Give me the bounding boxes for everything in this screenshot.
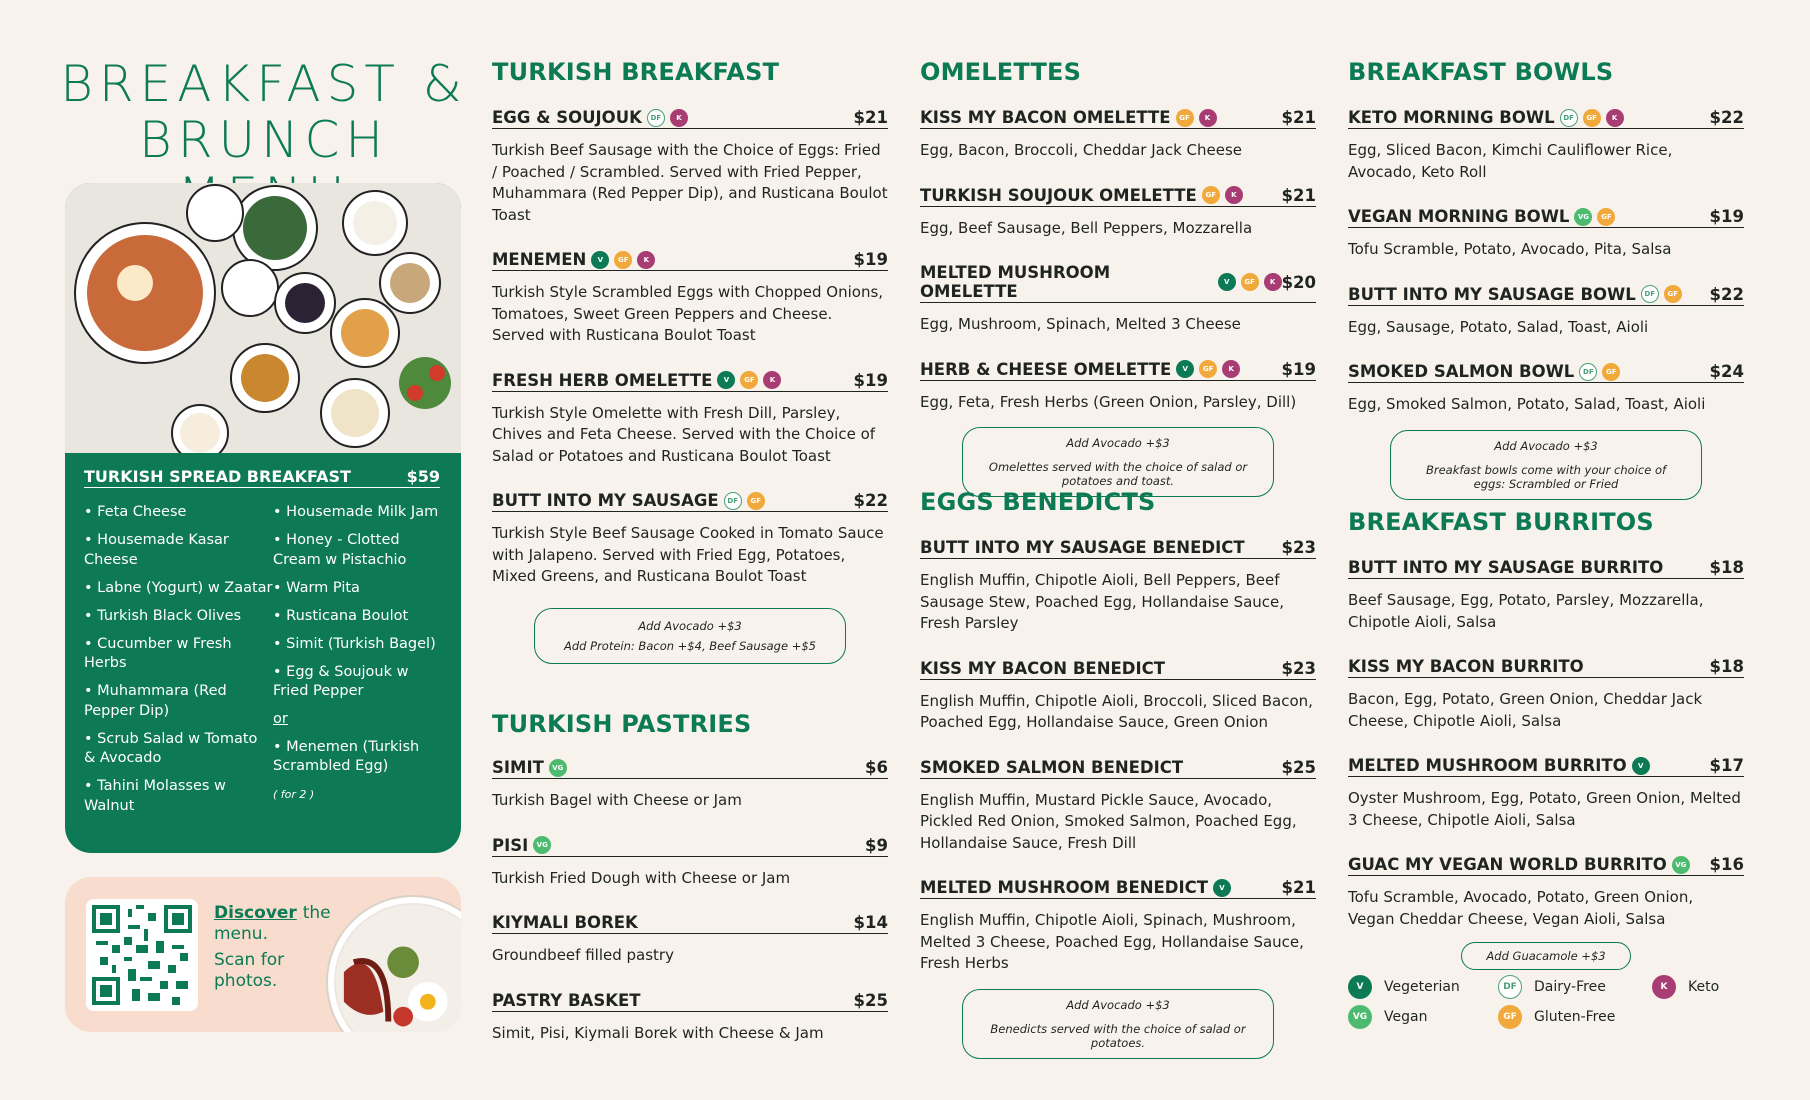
menu-item[interactable] (492, 758, 888, 812)
item-description: English Muffin, Mustard Pickle Sauce, Avocado, Pickled Red Onion, Smoked Salmon, Poached Egg, Hollandaise Sauce, Fresh Dill (920, 790, 1297, 852)
item-price: $21 (1281, 108, 1316, 127)
item-name: BUTT INTO MY SAUSAGE BURRITO (1348, 558, 1664, 577)
menu-item[interactable] (492, 913, 888, 967)
item-price: $22 (853, 491, 888, 510)
turkish-breakfast-section (492, 58, 888, 664)
item-description: Turkish Bagel with Cheese or Jam (492, 791, 742, 809)
spread-price: $59 (406, 467, 440, 486)
item-description: Tofu Scramble, Potato, Avocado, Pita, Salsa (1348, 240, 1672, 258)
qr-discover-link[interactable]: Discover (214, 903, 297, 923)
item-price: $18 (1709, 657, 1744, 676)
item-description: English Muffin, Chipotle Aioli, Broccoli, Sliced Bacon, Poached Egg, Hollandaise Sauce, Green Onion (920, 691, 1313, 731)
item-description: English Muffin, Chipotle Aioli, Bell Peppers, Beef Sausage Stew, Poached Egg, Hollandaise Sauce, Fresh Parsley (920, 571, 1285, 632)
item-name: MELTED MUSHROOM BURRITO (1348, 756, 1627, 775)
item-name: BUTT INTO MY SAUSAGE (492, 491, 719, 510)
gluten-free-icon: GF (1176, 109, 1194, 127)
item-name: BUTT INTO MY SAUSAGE BOWL (1348, 284, 1636, 304)
addon-line: Add Avocado +$3 (1494, 438, 1598, 453)
menu-item[interactable] (1348, 285, 1744, 339)
spread-or: or (273, 711, 288, 727)
qr-the: the (302, 903, 331, 923)
gluten-free-icon: GF (1498, 1005, 1522, 1029)
spread-photo (65, 183, 461, 453)
item-price: $14 (853, 913, 888, 932)
item-description: Beef Sausage, Egg, Potato, Parsley, Mozzarella, Chipotle Aioli, Salsa (1348, 591, 1704, 631)
keto-icon: K (1606, 109, 1624, 127)
addon-line: Add Protein: Bacon +$4, Beef Sausage +$5 (564, 638, 816, 653)
item-name: KETO MORNING BOWL (1348, 108, 1555, 127)
addon-line: Benedicts served with the choice of salad or potatoes. (990, 1021, 1246, 1050)
omelettes-section (920, 58, 1316, 497)
vegan-icon: VG (1348, 1005, 1372, 1029)
item-description: Groundbeef filled pastry (492, 946, 674, 964)
item-name: VEGAN MORNING BOWL (1348, 207, 1570, 226)
item-price: $6 (865, 758, 888, 777)
legend-label: Keto (1688, 979, 1720, 995)
qr-discover-text (214, 903, 334, 945)
menu-item[interactable] (920, 758, 1316, 855)
keto-icon: K (763, 371, 781, 389)
vegetarian-icon: V (1213, 879, 1231, 897)
menu-item[interactable] (1348, 362, 1744, 416)
item-name: SMOKED SALMON BOWL (1348, 362, 1575, 381)
spread-name: TURKISH SPREAD BREAKFAST (84, 467, 351, 486)
spread-col-1 (84, 503, 273, 825)
spread-item: • Housemade Milk Jam (273, 504, 439, 520)
dish-illustration (334, 903, 461, 1032)
spread-item: • Labne (Yogurt) w Zaatar (84, 579, 273, 596)
spread-item: • Honey - Clotted Cream w Pistachio (273, 532, 407, 568)
vegetarian-icon: V (717, 371, 735, 389)
item-name: KISS MY BACON OMELETTE (920, 108, 1171, 127)
item-name: MELTED MUSHROOM OMELETTE (920, 263, 1111, 301)
menu-item[interactable] (920, 538, 1316, 635)
addon-line: Add Avocado +$3 (1066, 436, 1170, 450)
item-price: $25 (1281, 757, 1316, 777)
section-title: TURKISH BREAKFAST (492, 58, 780, 86)
menu-item[interactable] (920, 108, 1316, 162)
item-description: Turkish Style Scrambled Eggs with Chopped Onions, Tomatoes, Sweet Green Peppers and Cheese. Served with Rusticana Boulot Toast (492, 283, 884, 344)
legend-keto (1652, 975, 1719, 999)
spread-item: • Housemade Kasar Cheese (84, 532, 229, 568)
item-description: Egg, Sliced Bacon, Kimchi Cauliflower Rice, Avocado, Keto Roll (1348, 141, 1673, 181)
item-name: SIMIT (492, 758, 544, 777)
item-description: Egg, Mushroom, Spinach, Melted 3 Cheese (920, 315, 1241, 333)
spread-item: • Rusticana Boulot (273, 607, 409, 624)
dairy-free-icon: DF (1498, 975, 1522, 999)
spread-col-2 (273, 503, 448, 825)
vegetarian-icon: V (591, 251, 609, 269)
gluten-free-icon: GF (1202, 186, 1220, 204)
keto-icon: K (670, 109, 688, 127)
legend-label: Vegeterian (1384, 979, 1460, 995)
menu-item[interactable] (492, 491, 888, 588)
gluten-free-icon: GF (1664, 285, 1682, 303)
spread-item: • Warm Pita (273, 579, 360, 596)
vegetarian-icon: V (1348, 975, 1372, 999)
item-name: PASTRY BASKET (492, 990, 641, 1010)
item-description: Turkish Style Omelette with Fresh Dill, Parsley, Chives and Feta Cheese. Served with the Choice of Salad or Potatoes and Rusticana Boulot Toast (492, 403, 876, 465)
qr-card[interactable] (65, 877, 461, 1032)
vegan-icon: VG (1574, 208, 1592, 226)
menu-title-line1: BREAKFAST & (60, 55, 468, 113)
item-name: TURKISH SOUJOUK OMELETTE (920, 185, 1197, 205)
gluten-free-icon: GF (1602, 363, 1620, 381)
spread-card (65, 183, 461, 853)
vegan-icon: VG (549, 759, 567, 777)
legend-label: Vegan (1384, 1009, 1428, 1025)
spread-for-2: ( for 2 ) (273, 788, 315, 801)
item-price: $16 (1709, 855, 1744, 874)
section-title: EGGS BENEDICTS (920, 488, 1156, 516)
item-name: BUTT INTO MY SAUSAGE BENEDICT (920, 538, 1245, 557)
spread-item: • Turkish Black Olives (84, 607, 242, 624)
menu-item[interactable] (1348, 756, 1744, 831)
addon-line: Add Guacamole +$3 (1486, 949, 1606, 963)
item-description: English Muffin, Chipotle Aioli, Spinach, Mushroom, Melted 3 Cheese, Poached Egg, Hollandaise Sauce, Fresh Herbs (920, 911, 1304, 972)
item-price: $20 (1281, 272, 1317, 292)
item-name: MENEMEN (492, 250, 587, 269)
addon-note (1461, 942, 1631, 970)
item-name: PISI (492, 835, 529, 855)
menu-item[interactable] (1348, 657, 1744, 732)
dairy-free-icon: DF (1579, 363, 1597, 381)
item-description: Bacon, Egg, Potato, Green Onion, Cheddar Jack Cheese, Chipotle Aioli, Salsa (1348, 690, 1703, 730)
qr-menu: menu. (214, 924, 268, 944)
item-price: $23 (1281, 538, 1316, 557)
gluten-free-icon: GF (1583, 109, 1601, 127)
item-name: MELTED MUSHROOM BENEDICT (920, 878, 1209, 897)
item-description: Oyster Mushroom, Egg, Potato, Green Onion, Melted 3 Cheese, Chipotle Aioli, Salsa (1348, 789, 1741, 829)
item-name: FRESH HERB OMELETTE (492, 370, 713, 390)
menu-item[interactable] (920, 360, 1316, 414)
keto-icon: K (1264, 273, 1282, 291)
dairy-free-icon: DF (1641, 285, 1659, 303)
bowls-section (1348, 58, 1744, 500)
menu-item[interactable] (492, 371, 888, 468)
item-price: $21 (1281, 185, 1316, 205)
item-description: Tofu Scramble, Avocado, Potato, Green Onion, Vegan Cheddar Cheese, Vegan Aioli, Salsa (1348, 888, 1694, 928)
item-description: Egg, Bacon, Broccoli, Cheddar Jack Cheese (920, 141, 1243, 159)
item-description: Egg, Beef Sausage, Bell Peppers, Mozzarella (920, 218, 1253, 237)
spread-item: • Simit (Turkish Bagel) (273, 635, 436, 652)
menu-item[interactable] (492, 108, 888, 226)
item-name: KISS MY BACON BURRITO (1348, 657, 1584, 676)
spread-item: • Scrub Salad w Tomato & Avocado (84, 730, 258, 766)
benedicts-section (920, 488, 1316, 1059)
gluten-free-icon: GF (1241, 273, 1259, 291)
vegetarian-icon: V (1176, 360, 1194, 378)
menu-item[interactable] (492, 836, 888, 890)
keto-icon: K (1652, 975, 1676, 999)
legend-gluten-free (1498, 1005, 1615, 1029)
item-name: KISS MY BACON BENEDICT (920, 658, 1165, 678)
menu-item[interactable] (920, 263, 1316, 336)
menu-item[interactable] (1348, 855, 1744, 930)
qr-scan-text: Scan for photos. (214, 950, 285, 991)
item-description: Egg, Smoked Salmon, Potato, Salad, Toast, Aioli (1348, 395, 1706, 413)
spread-items (84, 503, 454, 825)
spread-item: • Muhammara (Red Pepper Dip) (84, 683, 227, 719)
menu-item[interactable] (1348, 108, 1744, 183)
menu-item[interactable] (1348, 207, 1744, 261)
item-price: $9 (865, 835, 888, 855)
item-price: $19 (1281, 359, 1316, 379)
addon-note (962, 989, 1274, 1059)
section-title: BREAKFAST BOWLS (1348, 58, 1614, 86)
spread-item: • Tahini Molasses w Walnut (84, 778, 226, 814)
item-name: HERB & CHEESE OMELETTE (920, 359, 1172, 379)
item-price: $25 (853, 990, 888, 1010)
item-price: $22 (1709, 108, 1744, 127)
keto-icon: K (1222, 360, 1240, 378)
item-price: $21 (853, 108, 888, 127)
spread-item: • Cucumber w Fresh Herbs (84, 635, 232, 671)
addon-line: Add Avocado +$3 (1066, 997, 1170, 1012)
addon-note (1390, 430, 1702, 500)
burritos-section (1348, 508, 1744, 970)
vegetarian-icon: V (1632, 757, 1650, 775)
item-description: Turkish Fried Dough with Cheese or Jam (492, 868, 791, 887)
legend-label: Gluten-Free (1534, 1009, 1616, 1025)
addon-note (534, 608, 846, 664)
addon-line: Breakfast bowls come with your choice of eggs: Scrambled or Fried (1425, 462, 1667, 491)
item-description: Turkish Style Beef Sausage Cooked in Tomato Sauce with Jalapeno. Served with Fried Egg, Potatoes, Mixed Greens, and Rusticana Boulot Toast (492, 524, 884, 585)
spread-item: • Feta Cheese (84, 504, 187, 520)
legend-vegan (1348, 1005, 1427, 1029)
menu-item[interactable] (492, 991, 888, 1045)
item-name: EGG & SOUJOUK (492, 108, 642, 127)
item-price: $22 (1709, 284, 1744, 304)
dish-photo (328, 897, 461, 1032)
item-price: $21 (1281, 878, 1316, 897)
item-price: $19 (853, 250, 888, 269)
addon-line: Add Avocado +$3 (638, 618, 742, 633)
item-description: Turkish Beef Sausage with the Choice of Eggs: Fried / Poached / Scrambled. Served with Fried Pepper, Muhammara (Red Pepper Dip), and Rusticana Boulot Toast (492, 141, 888, 224)
dairy-free-icon: DF (724, 492, 742, 510)
legend-dairy-free (1498, 975, 1606, 999)
item-price: $18 (1709, 558, 1744, 577)
menu-item[interactable] (920, 186, 1316, 240)
spread-header (84, 467, 440, 488)
item-description: Simit, Pisi, Kiymali Borek with Cheese & Jam (492, 1023, 824, 1042)
vegetarian-icon: V (1218, 273, 1236, 291)
item-description: Egg, Feta, Fresh Herbs (Green Onion, Parsley, Dill) (920, 392, 1297, 411)
addon-line: Omelettes served with the choice of salad or potatoes and toast. (988, 460, 1248, 488)
item-price: $23 (1281, 658, 1316, 678)
menu-item[interactable] (920, 659, 1316, 734)
menu-item[interactable] (920, 878, 1316, 975)
menu-item[interactable] (1348, 558, 1744, 633)
gluten-free-icon: GF (1199, 360, 1217, 378)
dairy-free-icon: DF (1560, 109, 1578, 127)
spread-photo-illustration (65, 183, 461, 453)
gluten-free-icon: GF (740, 371, 758, 389)
item-price: $19 (1709, 207, 1744, 226)
qr-code[interactable] (86, 899, 198, 1011)
item-price: $19 (853, 370, 888, 390)
keto-icon: K (637, 251, 655, 269)
spread-item: • Menemen (Turkish Scrambled Egg) (273, 738, 420, 774)
item-price: $17 (1709, 756, 1744, 775)
item-name: KIYMALI BOREK (492, 913, 638, 932)
keto-icon: K (1199, 109, 1217, 127)
legend-vegetarian (1348, 975, 1460, 999)
item-price: $24 (1709, 362, 1744, 381)
spread-item: • Egg & Soujouk w Fried Pepper (273, 663, 409, 699)
section-title: OMELETTES (920, 58, 1082, 86)
section-title: BREAKFAST BURRITOS (1348, 508, 1654, 536)
gluten-free-icon: GF (614, 251, 632, 269)
dairy-free-icon: DF (647, 109, 665, 127)
section-title: TURKISH PASTRIES (492, 710, 752, 738)
addon-note (962, 427, 1274, 497)
legend-label: Dairy-Free (1534, 979, 1606, 995)
vegan-icon: VG (1672, 856, 1690, 874)
keto-icon: K (1225, 186, 1243, 204)
gluten-free-icon: GF (1597, 208, 1615, 226)
vegan-icon: VG (533, 836, 551, 854)
menu-item[interactable] (492, 250, 888, 347)
turkish-pastries-section (492, 710, 888, 1044)
item-name: GUAC MY VEGAN WORLD BURRITO (1348, 855, 1667, 874)
gluten-free-icon: GF (747, 492, 765, 510)
item-description: Egg, Sausage, Potato, Salad, Toast, Aioli (1348, 317, 1649, 336)
item-name: SMOKED SALMON BENEDICT (920, 757, 1184, 777)
qr-code-graphic (92, 905, 192, 1005)
menu-title-line2: BRUNCH (139, 111, 389, 169)
